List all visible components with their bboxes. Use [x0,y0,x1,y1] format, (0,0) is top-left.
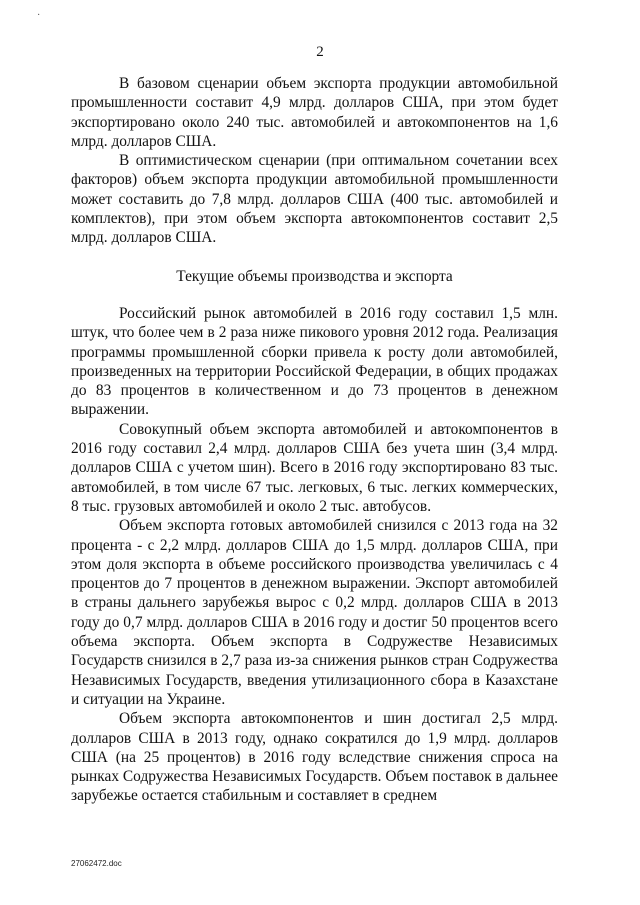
document-body [71,74,558,806]
paragraph-russian-market: Российский рынок автомобилей в 2016 году составил 1,5 млн. штук, что более чем в 2 раза ниже пикового уровня 2012 года. Реализация программы промышленной сборки привела к росту доли автомобилей, произведенных на территории Российской Федерации, в общих продажах до 83 процентов в количественном и до 73 процентов в денежном выражении. [71,304,558,419]
corner-mark: · [37,10,41,21]
paragraph-total-export: Совокупный объем экспорта автомобилей и автокомпонентов в 2016 году составил 2,4 млрд. долларов США без учета шин (3,4 млрд. долларов США с учетом шин). Всего в 2016 году экспортировано 83 тыс. автомобилей, в том числе 67 тыс. легковых, 6 тыс. легких коммерческих, 8 тыс. грузовых автомобилей и около 2 тыс. автобусов. [71,420,558,515]
paragraph-optimistic-scenario: В оптимистическом сценарии (при оптимальном сочетании всех факторов) объем экспорта продукции автомобильной промышленности может составить до 7,8 млрд. долларов США (400 тыс. автомобилей и комплектов), при этом объем экспорта автокомпонентов составит 2,5 млрд. долларов США. [71,152,558,247]
paragraph-components-export: Объем экспорта автокомпонентов и шин достигал 2,5 млрд. долларов США в 2013 году, однако сократился до 1,9 млрд. долларов США (на 25 процентов) в 2016 году вследствие снижения спроса на рынках Содружества Независимых Государств. Объем поставок в дальнее зарубежье остается стабильным и составляет в среднем [71,710,558,805]
footer-filename: 27062472.doc [71,859,122,868]
page-number: 2 [316,44,324,60]
paragraph-finished-cars-export: Объем экспорта готовых автомобилей снизился с 2013 года на 32 процента - с 2,2 млрд. долларов США до 1,5 млрд. долларов США, при этом доля экспорта в объеме российского производства увеличилась с 4 процентов до 7 процентов в денежном выражении. Экспорт автомобилей в страны дальнего зарубежья вырос с 0,2 млрд. долларов США в 2013 году до 0,7 млрд. долларов США в 2016 году и достиг 50 процентов всего объема экспорта. Объем экспорта в Содружестве Независимых Государств снизился в 2,7 раза из-за снижения рынков стран Содружества Независимых Государств, введения утилизационного сбора в Казахстане и ситуации на Украине. [71,517,558,708]
section-heading: Текущие объемы производства и экспорта [176,267,453,285]
paragraph-base-scenario: В базовом сценарии объем экспорта продукции автомобильной промышленности составит 4,9 млрд. долларов США, при этом будет экспортировано около 240 тыс. автомобилей и автокомпонентов на 1,6 млрд. долларов США. [71,75,558,150]
